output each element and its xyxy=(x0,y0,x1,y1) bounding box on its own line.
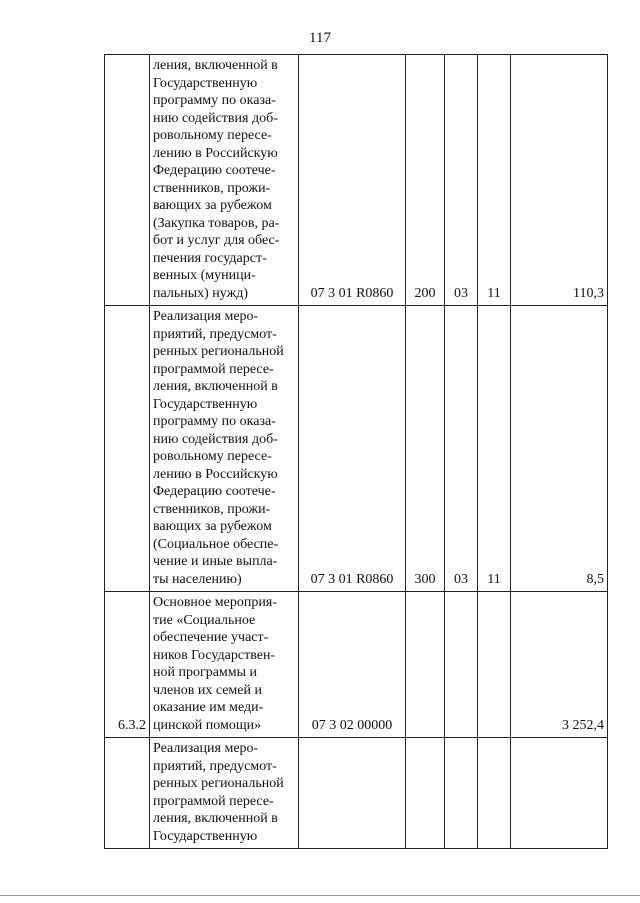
row-section xyxy=(445,738,478,849)
row-target-code xyxy=(299,738,406,849)
row-expense-type xyxy=(406,738,445,849)
row-amount: 3 252,4 xyxy=(511,592,608,738)
row-section: 03 xyxy=(445,306,478,592)
row-expense-type: 300 xyxy=(406,306,445,592)
row-name: Реализация меро- приятий, предусмот- ренных региональной программой пересе- ления, включенной в Государственную программу по оказа- нию содействия доб- ровольному пересе- лению в Российскую Федерацию соотече- ственников, прожи- вающих за рубежом (Социальное обеспе- чение и иные выпла- ты населению) xyxy=(150,306,299,592)
row-name: ления, включенной в Государственную программу по оказа- нию содействия доб- ровольному пересе- лению в Российскую Федерацию соотече- ственников, прожи- вающих за рубежом (Закупка товаров, ра- бот и услуг для обес- печения государст- венных (муници- пальных) нужд) xyxy=(150,55,299,306)
row-amount: 8,5 xyxy=(511,306,608,592)
row-section xyxy=(445,592,478,738)
row-name: Реализация меро- приятий, предусмот- ренных региональной программой пересе- ления, включенной в Государственную xyxy=(150,738,299,849)
table-row xyxy=(105,55,608,306)
budget-table xyxy=(104,54,608,849)
row-number xyxy=(105,738,150,849)
row-target-code: 07 3 01 R0860 xyxy=(299,55,406,306)
row-amount: 110,3 xyxy=(511,55,608,306)
row-number xyxy=(105,306,150,592)
table-row xyxy=(105,306,608,592)
row-subsection xyxy=(478,738,511,849)
row-subsection: 11 xyxy=(478,55,511,306)
row-amount xyxy=(511,738,608,849)
page-bottom-rule xyxy=(0,895,640,896)
row-number xyxy=(105,55,150,306)
page-number: 117 xyxy=(309,30,331,46)
table-row xyxy=(105,738,608,849)
row-subsection xyxy=(478,592,511,738)
row-section: 03 xyxy=(445,55,478,306)
row-number: 6.3.2 xyxy=(105,592,150,738)
row-target-code: 07 3 01 R0860 xyxy=(299,306,406,592)
row-expense-type xyxy=(406,592,445,738)
table-row xyxy=(105,592,608,738)
row-subsection: 11 xyxy=(478,306,511,592)
row-name: Основное мероприя- тие «Социальное обеспечение участ- ников Государствен- ной программы и членов их семей и оказание им меди- цинской помощи» xyxy=(150,592,299,738)
row-target-code: 07 3 02 00000 xyxy=(299,592,406,738)
row-expense-type: 200 xyxy=(406,55,445,306)
